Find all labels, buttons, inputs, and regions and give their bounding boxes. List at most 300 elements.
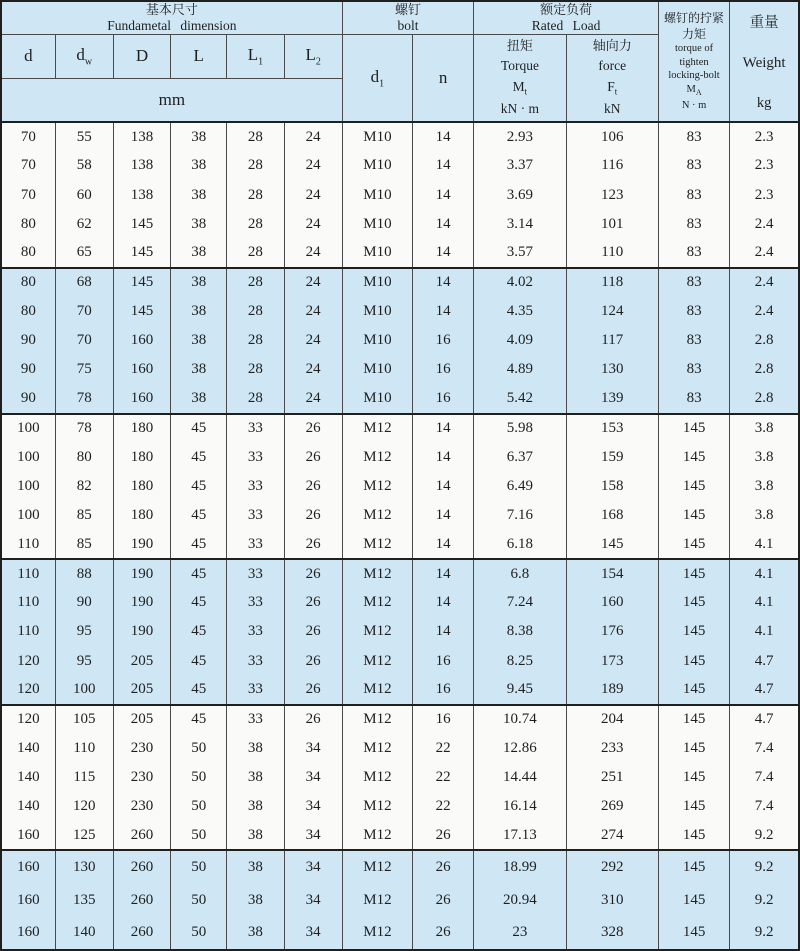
cell-MA: 145: [658, 676, 729, 705]
cell-Mt: 7.24: [474, 588, 566, 617]
mm-unit-label: mm: [158, 90, 186, 110]
cell-n: 16: [413, 384, 474, 413]
cell-n: 26: [413, 884, 474, 917]
cell-L1: 33: [227, 530, 284, 559]
cell-D: 145: [113, 297, 170, 326]
cell-d: 90: [1, 326, 55, 355]
cell-d: 140: [1, 763, 55, 792]
cell-L1: 38: [227, 917, 284, 950]
cell-L1: 33: [227, 676, 284, 705]
cell-d: 100: [1, 472, 55, 501]
cell-weight: 3.8: [730, 443, 799, 472]
cell-L2: 34: [284, 734, 342, 763]
cell-D: 260: [113, 850, 170, 883]
force-header-line: force: [598, 57, 627, 73]
locking-torque-line: tighten: [679, 56, 709, 68]
cell-Ft: 118: [566, 268, 658, 297]
cell-L2: 24: [284, 181, 342, 210]
cell-Mt: 18.99: [474, 850, 566, 883]
cell-d1: M10: [342, 210, 412, 239]
force-header-line: kN: [604, 101, 621, 117]
cell-MA: 145: [658, 530, 729, 559]
cell-dw: 105: [55, 705, 113, 734]
cell-d1: M12: [342, 734, 412, 763]
cell-Mt: 3.69: [474, 181, 566, 210]
cell-Ft: 117: [566, 326, 658, 355]
cell-Mt: 12.86: [474, 734, 566, 763]
cell-d1: M12: [342, 559, 412, 588]
table-row: [1, 181, 799, 210]
cell-d: 80: [1, 239, 55, 268]
cell-n: 14: [413, 181, 474, 210]
cell-Ft: 110: [566, 239, 658, 268]
cell-weight: 4.1: [730, 559, 799, 588]
cell-d1: M10: [342, 151, 412, 180]
symbol-label: n: [438, 68, 448, 88]
cell-MA: 83: [658, 151, 729, 180]
cell-L2: 26: [284, 647, 342, 676]
table-row: [1, 676, 799, 705]
cell-L1: 33: [227, 414, 284, 443]
locking-torque-line: 力矩: [682, 26, 707, 41]
cell-D: 205: [113, 676, 170, 705]
header-col-L: [171, 34, 227, 78]
cell-L: 50: [171, 821, 227, 850]
header-locking-torque-column: [658, 1, 729, 122]
cell-Ft: 310: [566, 884, 658, 917]
cell-MA: 145: [658, 647, 729, 676]
cell-dw: 120: [55, 792, 113, 821]
cell-d: 120: [1, 647, 55, 676]
cell-n: 14: [413, 151, 474, 180]
cell-d1: M10: [342, 326, 412, 355]
cell-n: 22: [413, 763, 474, 792]
cell-MA: 83: [658, 355, 729, 384]
cell-MA: 145: [658, 850, 729, 883]
header-col-d: [1, 34, 55, 78]
cell-d1: M10: [342, 268, 412, 297]
cell-MA: 145: [658, 821, 729, 850]
cell-MA: 145: [658, 443, 729, 472]
cell-L1: 28: [227, 210, 284, 239]
cell-d1: M12: [342, 530, 412, 559]
cell-weight: 9.2: [730, 884, 799, 917]
cell-Mt: 4.89: [474, 355, 566, 384]
cell-MA: 145: [658, 472, 729, 501]
cell-d1: M10: [342, 355, 412, 384]
cell-d: 140: [1, 734, 55, 763]
cell-MA: 145: [658, 501, 729, 530]
force-header-line: [567, 77, 658, 100]
cell-L2: 24: [284, 268, 342, 297]
weight-line: Weight: [742, 55, 786, 72]
cell-dw: 78: [55, 384, 113, 413]
cell-L: 45: [171, 559, 227, 588]
cell-L2: 26: [284, 559, 342, 588]
cell-dw: 125: [55, 821, 113, 850]
cell-Mt: 20.94: [474, 884, 566, 917]
cell-L: 45: [171, 443, 227, 472]
cell-weight: 9.2: [730, 917, 799, 950]
cell-d1: M12: [342, 705, 412, 734]
cell-L2: 26: [284, 443, 342, 472]
cell-d: 160: [1, 917, 55, 950]
table-row: [1, 239, 799, 268]
cell-L1: 38: [227, 850, 284, 883]
cell-dw: 95: [55, 647, 113, 676]
cell-D: 260: [113, 821, 170, 850]
cell-D: 138: [113, 122, 170, 151]
cell-L2: 34: [284, 917, 342, 950]
cell-n: 14: [413, 210, 474, 239]
cell-MA: 145: [658, 559, 729, 588]
cell-n: 16: [413, 326, 474, 355]
table-body: [1, 122, 799, 950]
cell-MA: 145: [658, 763, 729, 792]
cell-d: 70: [1, 122, 55, 151]
cell-L2: 24: [284, 355, 342, 384]
cell-d1: M12: [342, 850, 412, 883]
cell-weight: 2.3: [730, 122, 799, 151]
cell-Mt: 6.49: [474, 472, 566, 501]
cell-L: 38: [171, 297, 227, 326]
table-row: [1, 384, 799, 413]
header-row-groups: [1, 1, 799, 34]
cell-Ft: 160: [566, 588, 658, 617]
cell-L: 38: [171, 181, 227, 210]
table-row: [1, 821, 799, 850]
cell-d: 120: [1, 676, 55, 705]
cell-Mt: 7.16: [474, 501, 566, 530]
cell-n: 14: [413, 297, 474, 326]
cell-L: 50: [171, 763, 227, 792]
cell-n: 22: [413, 734, 474, 763]
cell-d: 110: [1, 588, 55, 617]
cell-Ft: 189: [566, 676, 658, 705]
header-weight-column: [730, 1, 799, 122]
cell-L1: 38: [227, 821, 284, 850]
cell-L2: 26: [284, 501, 342, 530]
cell-Mt: 3.14: [474, 210, 566, 239]
cell-D: 160: [113, 355, 170, 384]
cell-d1: M12: [342, 676, 412, 705]
cell-Mt: 4.02: [474, 268, 566, 297]
cell-dw: 58: [55, 151, 113, 180]
cell-weight: 3.8: [730, 501, 799, 530]
cell-L2: 26: [284, 530, 342, 559]
cell-L: 45: [171, 617, 227, 646]
cell-n: 16: [413, 705, 474, 734]
cell-d1: M12: [342, 821, 412, 850]
cell-Ft: 116: [566, 151, 658, 180]
cell-D: 180: [113, 501, 170, 530]
cell-n: 14: [413, 501, 474, 530]
cell-d: 80: [1, 210, 55, 239]
cell-d1: M10: [342, 122, 412, 151]
table-row: [1, 705, 799, 734]
cell-d: 110: [1, 559, 55, 588]
cell-weight: 7.4: [730, 792, 799, 821]
cell-dw: 95: [55, 617, 113, 646]
cell-d: 140: [1, 792, 55, 821]
cell-L1: 28: [227, 297, 284, 326]
table-row: [1, 884, 799, 917]
cell-weight: 2.4: [730, 268, 799, 297]
table-row: [1, 268, 799, 297]
dimension-group-zh: 基本尺寸: [145, 2, 198, 17]
bolt-group-en: bolt: [397, 17, 419, 33]
cell-d1: M12: [342, 792, 412, 821]
cell-weight: 2.4: [730, 210, 799, 239]
cell-weight: 2.3: [730, 151, 799, 180]
table-row: [1, 617, 799, 646]
table-row: [1, 647, 799, 676]
cell-D: 205: [113, 647, 170, 676]
dimension-group-en: Fundametal dimension: [107, 17, 237, 33]
cell-dw: 115: [55, 763, 113, 792]
cell-L: 50: [171, 792, 227, 821]
cell-D: 190: [113, 617, 170, 646]
cell-L1: 28: [227, 326, 284, 355]
locking-torque-line: [659, 83, 729, 98]
cell-d1: M12: [342, 501, 412, 530]
cell-Ft: 145: [566, 530, 658, 559]
bolt-group-zh: 螺钉: [395, 2, 422, 17]
cell-L2: 26: [284, 617, 342, 646]
cell-dw: 62: [55, 210, 113, 239]
symbol-label: $d_w$: [76, 45, 93, 68]
cell-n: 22: [413, 792, 474, 821]
cell-dw: 100: [55, 676, 113, 705]
cell-Ft: 274: [566, 821, 658, 850]
table-row: [1, 326, 799, 355]
table-row: [1, 472, 799, 501]
cell-Mt: 8.25: [474, 647, 566, 676]
cell-d: 100: [1, 501, 55, 530]
cell-Mt: 3.37: [474, 151, 566, 180]
header-rated-load-group: [474, 1, 659, 34]
table-row: [1, 210, 799, 239]
cell-Ft: 153: [566, 414, 658, 443]
cell-n: 16: [413, 355, 474, 384]
cell-L1: 33: [227, 647, 284, 676]
cell-n: 26: [413, 850, 474, 883]
cell-D: 190: [113, 530, 170, 559]
cell-Ft: 130: [566, 355, 658, 384]
cell-Ft: 106: [566, 122, 658, 151]
cell-n: 14: [413, 530, 474, 559]
cell-dw: 70: [55, 297, 113, 326]
cell-L: 45: [171, 414, 227, 443]
cell-Mt: 16.14: [474, 792, 566, 821]
cell-D: 260: [113, 917, 170, 950]
cell-Ft: 292: [566, 850, 658, 883]
cell-Mt: 17.13: [474, 821, 566, 850]
cell-L2: 26: [284, 705, 342, 734]
cell-Ft: 176: [566, 617, 658, 646]
cell-d: 90: [1, 355, 55, 384]
table-row: [1, 443, 799, 472]
cell-weight: 4.7: [730, 647, 799, 676]
cell-L1: 38: [227, 884, 284, 917]
cell-dw: 65: [55, 239, 113, 268]
cell-dw: 78: [55, 414, 113, 443]
cell-MA: 145: [658, 884, 729, 917]
cell-weight: 3.8: [730, 414, 799, 443]
symbol-label: $L_1$: [247, 45, 264, 68]
cell-L1: 38: [227, 763, 284, 792]
symbol-label: $d_1$: [370, 66, 385, 90]
cell-Ft: 328: [566, 917, 658, 950]
table-row: [1, 734, 799, 763]
table-row: [1, 151, 799, 180]
cell-dw: 68: [55, 268, 113, 297]
cell-L2: 26: [284, 588, 342, 617]
cell-L1: 28: [227, 181, 284, 210]
weight-line: 重量: [749, 15, 779, 32]
torque-header-line: [474, 77, 565, 100]
cell-L1: 28: [227, 151, 284, 180]
cell-L2: 24: [284, 210, 342, 239]
cell-d: 160: [1, 821, 55, 850]
cell-Mt: 2.93: [474, 122, 566, 151]
cell-weight: 4.1: [730, 588, 799, 617]
cell-L1: 38: [227, 792, 284, 821]
cell-dw: 55: [55, 122, 113, 151]
table-row: [1, 297, 799, 326]
cell-L: 50: [171, 884, 227, 917]
cell-weight: 7.4: [730, 734, 799, 763]
cell-weight: 2.8: [730, 326, 799, 355]
cell-L: 45: [171, 647, 227, 676]
cell-L: 38: [171, 326, 227, 355]
table-row: [1, 355, 799, 384]
cell-D: 180: [113, 472, 170, 501]
torque-header-line: Torque: [500, 57, 539, 73]
weight-column-stack: [730, 3, 798, 120]
cell-n: 16: [413, 647, 474, 676]
header-col-L2: [284, 34, 342, 78]
cell-D: 230: [113, 792, 170, 821]
table-row: [1, 559, 799, 588]
cell-Mt: 8.38: [474, 617, 566, 646]
symbol-label: d: [24, 46, 33, 66]
cell-L2: 34: [284, 850, 342, 883]
cell-D: 180: [113, 443, 170, 472]
cell-weight: 4.7: [730, 676, 799, 705]
rated-load-en: Rated Load: [531, 17, 601, 33]
cell-MA: 83: [658, 181, 729, 210]
cell-L1: 33: [227, 559, 284, 588]
cell-MA: 83: [658, 239, 729, 268]
cell-Mt: 10.74: [474, 705, 566, 734]
header-col-torque: [474, 34, 566, 122]
cell-L1: 38: [227, 734, 284, 763]
locking-torque-line: torque of: [674, 43, 714, 55]
symbol-label: $F_t$: [607, 78, 618, 97]
cell-d: 110: [1, 530, 55, 559]
cell-D: 190: [113, 588, 170, 617]
table-row: [1, 792, 799, 821]
cell-L: 38: [171, 210, 227, 239]
cell-D: 260: [113, 884, 170, 917]
cell-Mt: 14.44: [474, 763, 566, 792]
cell-Mt: 6.37: [474, 443, 566, 472]
cell-d1: M12: [342, 617, 412, 646]
symbol-label: D: [135, 46, 149, 66]
cell-MA: 145: [658, 588, 729, 617]
cell-L2: 26: [284, 414, 342, 443]
cell-weight: 9.2: [730, 821, 799, 850]
cell-D: 160: [113, 384, 170, 413]
locking-torque-line: N · m: [681, 99, 707, 111]
table-row: [1, 588, 799, 617]
cell-d1: M12: [342, 472, 412, 501]
cell-MA: 145: [658, 792, 729, 821]
cell-Ft: 233: [566, 734, 658, 763]
cell-d1: M12: [342, 414, 412, 443]
cell-dw: 135: [55, 884, 113, 917]
cell-MA: 83: [658, 210, 729, 239]
cell-MA: 83: [658, 122, 729, 151]
cell-dw: 82: [55, 472, 113, 501]
cell-Mt: 4.35: [474, 297, 566, 326]
cell-L1: 33: [227, 472, 284, 501]
cell-weight: 3.8: [730, 472, 799, 501]
cell-d: 70: [1, 151, 55, 180]
cell-Ft: 124: [566, 297, 658, 326]
cell-L1: 33: [227, 501, 284, 530]
table-row: [1, 917, 799, 950]
cell-MA: 83: [658, 384, 729, 413]
cell-dw: 88: [55, 559, 113, 588]
header-mm-unit: [1, 78, 342, 122]
cell-L2: 34: [284, 821, 342, 850]
cell-weight: 9.2: [730, 850, 799, 883]
cell-L2: 24: [284, 326, 342, 355]
cell-d1: M10: [342, 239, 412, 268]
cell-L1: 28: [227, 122, 284, 151]
weight-line: kg: [756, 95, 772, 112]
cell-d1: M12: [342, 588, 412, 617]
cell-L: 50: [171, 734, 227, 763]
cell-D: 145: [113, 268, 170, 297]
cell-MA: 145: [658, 414, 729, 443]
cell-d1: M10: [342, 181, 412, 210]
cell-Mt: 4.09: [474, 326, 566, 355]
cell-L2: 24: [284, 297, 342, 326]
cell-L1: 33: [227, 705, 284, 734]
cell-L2: 26: [284, 676, 342, 705]
cell-n: 26: [413, 821, 474, 850]
cell-dw: 60: [55, 181, 113, 210]
cell-L: 50: [171, 850, 227, 883]
cell-Ft: 173: [566, 647, 658, 676]
cell-Ft: 158: [566, 472, 658, 501]
cell-weight: 4.7: [730, 705, 799, 734]
cell-Mt: 23: [474, 917, 566, 950]
cell-dw: 85: [55, 501, 113, 530]
table-row: [1, 414, 799, 443]
cell-Mt: 5.42: [474, 384, 566, 413]
cell-L1: 28: [227, 355, 284, 384]
cell-L: 45: [171, 530, 227, 559]
cell-Ft: 251: [566, 763, 658, 792]
cell-D: 138: [113, 151, 170, 180]
cell-L: 38: [171, 355, 227, 384]
cell-d1: M12: [342, 917, 412, 950]
cell-dw: 80: [55, 443, 113, 472]
